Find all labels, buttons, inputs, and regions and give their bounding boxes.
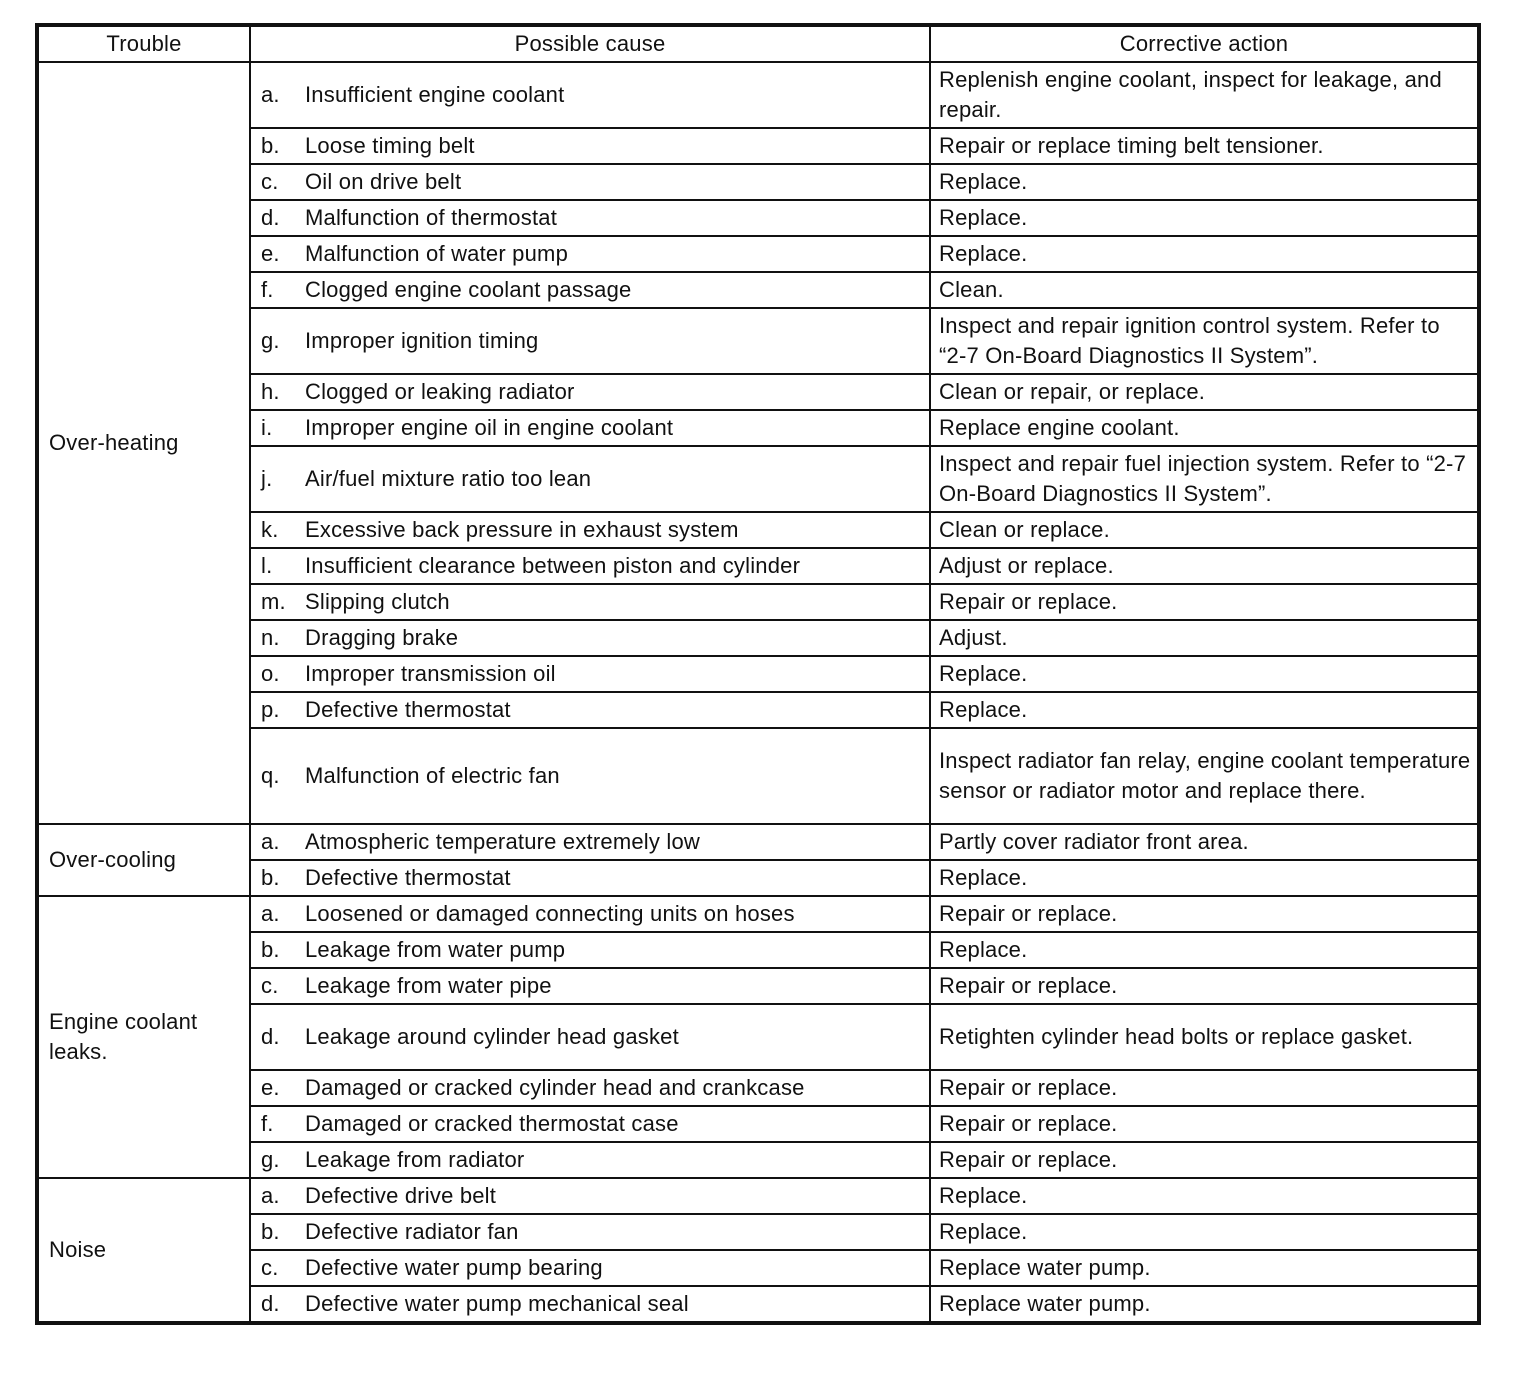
trouble-cell: Noise [37,1178,250,1323]
cause-cell [250,128,930,164]
action-cell: Repair or replace. [930,896,1479,932]
action-cell: Inspect and repair fuel injection system. Refer to “2-7 On-Board Diagnostics II System”. [930,446,1479,512]
cause-letter: b. [261,133,280,158]
cause-cell [250,164,930,200]
table-row [37,164,1479,200]
cause-letter: n. [261,625,280,650]
table-row [37,446,1479,512]
cause-cell [250,1178,930,1214]
cause-cell [250,512,930,548]
table-row [37,584,1479,620]
cause-text: Oil on drive belt [305,169,462,194]
cause-cell [250,236,930,272]
table-row [37,1214,1479,1250]
cause-text: Slipping clutch [305,589,450,614]
cause-letter: f. [261,277,274,302]
action-cell: Replace. [930,860,1479,896]
trouble-cell: Over-cooling [37,824,250,896]
cause-text: Leakage around cylinder head gasket [305,1024,679,1049]
cause-text: Defective radiator fan [305,1219,519,1244]
action-cell: Clean or repair, or replace. [930,374,1479,410]
table-row [37,200,1479,236]
action-cell: Adjust. [930,620,1479,656]
action-cell: Replace water pump. [930,1286,1479,1323]
cause-cell [250,308,930,374]
cause-text: Improper transmission oil [305,661,556,686]
cause-cell [250,728,930,824]
cause-letter: q. [261,763,280,788]
cause-letter: k. [261,517,279,542]
cause-text: Air/fuel mixture ratio too lean [305,466,592,491]
table-row [37,1142,1479,1178]
action-cell: Repair or replace. [930,1142,1479,1178]
cause-letter: o. [261,661,280,686]
cause-letter: b. [261,937,280,962]
cause-cell [250,584,930,620]
action-cell: Adjust or replace. [930,548,1479,584]
cause-letter: j. [261,466,273,491]
cause-text: Dragging brake [305,625,459,650]
action-cell: Repair or replace. [930,1070,1479,1106]
table-row [37,968,1479,1004]
cause-cell [250,1106,930,1142]
cause-cell [250,1250,930,1286]
cause-cell [250,1070,930,1106]
troubleshooting-table [35,23,1481,1325]
cause-cell [250,824,930,860]
action-cell: Repair or replace. [930,968,1479,1004]
cause-cell [250,62,930,128]
cause-letter: e. [261,241,280,266]
cause-cell [250,1142,930,1178]
table-row [37,272,1479,308]
cause-letter: p. [261,697,280,722]
table-row [37,692,1479,728]
action-cell: Repair or replace. [930,584,1479,620]
cause-cell [250,548,930,584]
cause-cell [250,1214,930,1250]
cause-letter: b. [261,865,280,890]
cause-text: Damaged or cracked cylinder head and crankcase [305,1075,805,1100]
action-cell: Replace. [930,236,1479,272]
cause-text: Leakage from water pipe [305,973,552,998]
table-body [37,62,1479,1323]
cause-cell [250,410,930,446]
table-row [37,656,1479,692]
cause-letter: l. [261,553,273,578]
cause-text: Improper engine oil in engine coolant [305,415,674,440]
action-cell: Retighten cylinder head bolts or replace gasket. [930,1004,1479,1070]
cause-text: Atmospheric temperature extremely low [305,829,700,854]
table-row [37,128,1479,164]
cause-letter: h. [261,379,280,404]
action-cell: Repair or replace timing belt tensioner. [930,128,1479,164]
cause-letter: c. [261,1255,279,1280]
table-row [37,1286,1479,1323]
cause-cell [250,272,930,308]
cause-letter: c. [261,973,279,998]
cause-text: Defective thermostat [305,697,511,722]
header-possible-cause: Possible cause [250,25,930,62]
cause-text: Leakage from radiator [305,1147,525,1172]
cause-text: Loose timing belt [305,133,475,158]
action-cell: Inspect radiator fan relay, engine coolant temperature sensor or radiator motor and replace there. [930,728,1479,824]
table-row [37,860,1479,896]
cause-text: Malfunction of thermostat [305,205,558,230]
table-row [37,548,1479,584]
cause-cell [250,968,930,1004]
table-row [37,932,1479,968]
action-cell: Replace. [930,1178,1479,1214]
cause-letter: d. [261,1291,280,1316]
action-cell: Replenish engine coolant, inspect for leakage, and repair. [930,62,1479,128]
table-row [37,1250,1479,1286]
table-row [37,236,1479,272]
cause-text: Loosened or damaged connecting units on hoses [305,901,795,926]
cause-cell [250,446,930,512]
cause-letter: i. [261,415,273,440]
header-row [37,25,1479,62]
table-row [37,308,1479,374]
action-cell: Replace. [930,200,1479,236]
cause-text: Improper ignition timing [305,328,539,353]
cause-text: Clogged engine coolant passage [305,277,632,302]
action-cell: Replace engine coolant. [930,410,1479,446]
trouble-cell: Engine coolant leaks. [37,896,250,1178]
cause-letter: a. [261,82,280,107]
cause-cell [250,932,930,968]
cause-text: Excessive back pressure in exhaust system [305,517,739,542]
table-row [37,1004,1479,1070]
table-row [37,410,1479,446]
cause-text: Malfunction of water pump [305,241,569,266]
cause-letter: b. [261,1219,280,1244]
cause-letter: c. [261,169,279,194]
action-cell: Clean or replace. [930,512,1479,548]
table-row [37,62,1479,128]
header-trouble: Trouble [37,25,250,62]
action-cell: Replace. [930,692,1479,728]
table-row [37,728,1479,824]
action-cell: Repair or replace. [930,1106,1479,1142]
table-row [37,1178,1479,1214]
cause-cell [250,1286,930,1323]
action-cell: Replace. [930,656,1479,692]
cause-text: Defective thermostat [305,865,511,890]
cause-cell [250,692,930,728]
cause-text: Defective water pump mechanical seal [305,1291,689,1316]
cause-letter: a. [261,901,280,926]
action-cell: Partly cover radiator front area. [930,824,1479,860]
cause-cell [250,200,930,236]
action-cell: Replace. [930,164,1479,200]
cause-cell [250,656,930,692]
action-cell: Replace. [930,1214,1479,1250]
cause-text: Leakage from water pump [305,937,566,962]
cause-letter: m. [261,589,286,614]
cause-cell [250,620,930,656]
action-cell: Replace. [930,932,1479,968]
cause-letter: g. [261,328,280,353]
table-row [37,620,1479,656]
cause-letter: g. [261,1147,280,1172]
cause-letter: a. [261,1183,280,1208]
cause-text: Defective drive belt [305,1183,497,1208]
header-corrective-action: Corrective action [930,25,1479,62]
cause-text: Damaged or cracked thermostat case [305,1111,679,1136]
cause-letter: d. [261,1024,280,1049]
table-row [37,896,1479,932]
cause-text: Defective water pump bearing [305,1255,603,1280]
cause-text: Malfunction of electric fan [305,763,560,788]
action-cell: Inspect and repair ignition control system. Refer to “2-7 On-Board Diagnostics II System”. [930,308,1479,374]
cause-cell [250,374,930,410]
cause-text: Insufficient engine coolant [305,82,565,107]
cause-cell [250,1004,930,1070]
table-row [37,1070,1479,1106]
action-cell: Clean. [930,272,1479,308]
cause-letter: d. [261,205,280,230]
cause-letter: f. [261,1111,274,1136]
table-row [37,824,1479,860]
action-cell: Replace water pump. [930,1250,1479,1286]
cause-text: Insufficient clearance between piston and cylinder [305,553,801,578]
cause-letter: a. [261,829,280,854]
table-row [37,1106,1479,1142]
cause-cell [250,896,930,932]
table-row [37,512,1479,548]
cause-letter: e. [261,1075,280,1100]
cause-cell [250,860,930,896]
cause-text: Clogged or leaking radiator [305,379,575,404]
trouble-cell: Over-heating [37,62,250,824]
table-row [37,374,1479,410]
